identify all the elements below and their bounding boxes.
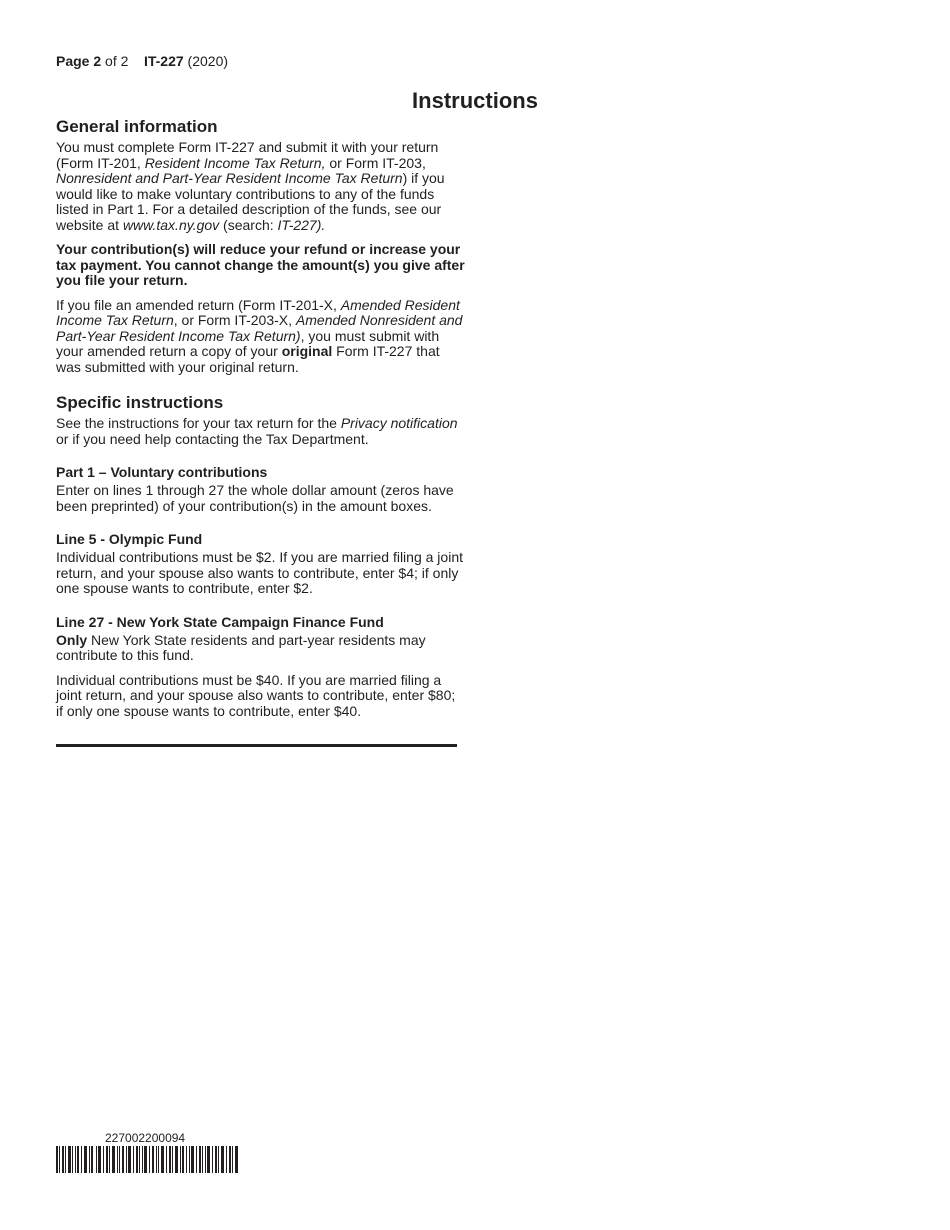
part1-heading: Part 1 – Voluntary contributions: [56, 464, 268, 480]
text-run: If you file an amended return (Form IT-201-X,: [56, 296, 341, 313]
instructions-column: [56, 117, 466, 728]
text-run: ) if you would like to make voluntary contributions to any of the funds listed in Part 1. For a detailed description of the funds, see our website at: [56, 170, 445, 233]
text-run: or Form IT-203,: [325, 154, 426, 171]
specific-instructions-heading: Specific instructions: [56, 393, 224, 412]
line5-heading: Line 5 - Olympic Fund: [56, 531, 203, 547]
part1-text: Enter on lines 1 through 27 the whole dollar amount (zeros have been preprinted) of your contribution(s) in the amount boxes.: [56, 482, 454, 514]
text-run: , or Form IT-203-X,: [173, 312, 296, 328]
text-run-bold: Only: [56, 631, 88, 648]
website-link[interactable]: www.tax.ny.gov: [122, 216, 220, 233]
text-run: You must complete Form IT-227 and submit it with your return (Form IT-201,: [56, 139, 439, 171]
text-run-italic: Resident Income Tax Return,: [144, 154, 326, 171]
text-run-italic: Privacy notification: [340, 415, 458, 431]
line5-text: Individual contributions must be $2. If you are married filing a joint return, and your spouse also wants to contribute, enter $4; if only one spouse wants to contribute, enter $2.: [56, 549, 463, 596]
text-run-italic: IT-227).: [277, 216, 326, 233]
text-run: (search:: [219, 216, 278, 233]
page-header: [56, 53, 228, 69]
general-paragraph-1: [56, 140, 466, 233]
form-year: (2020): [187, 53, 229, 69]
general-paragraph-3: [56, 298, 466, 376]
text-run-bold: original: [281, 343, 333, 359]
form-number: IT-227: [143, 53, 184, 69]
barcode-icon: [56, 1146, 238, 1173]
text-run-italic: Amended Resident Income Tax Return: [56, 296, 460, 328]
line27-heading: Line 27 - New York State Campaign Finance Fund: [56, 613, 384, 630]
text-run: See the instructions for your tax return for the: [56, 415, 341, 431]
general-paragraph-2: [56, 242, 466, 289]
text-run: Form IT-227 that was submitted with your original return.: [56, 343, 440, 375]
text-run-italic: Amended Nonresident and Part-Year Resident Income Tax Return): [56, 312, 463, 344]
specific-paragraph-1: [56, 416, 466, 447]
line27-paragraph-1: [56, 633, 466, 664]
section-divider: [56, 744, 457, 747]
page-label: Page 2: [56, 53, 102, 69]
text-run-italic: Nonresident and Part-Year Resident Income Tax Return: [56, 170, 403, 186]
page-title: [0, 88, 950, 114]
text-run: New York State residents and part-year residents may contribute to this fund.: [56, 631, 426, 663]
general-information-heading: General information: [56, 117, 218, 136]
text-run: , you must submit with your amended return a copy of your: [56, 327, 440, 359]
text-run: or if you need help contacting the Tax Department.: [56, 430, 369, 447]
barcode-number: 227002200094: [105, 1131, 186, 1145]
page-of: of 2: [105, 53, 129, 69]
contribution-warning: Your contribution(s) will reduce your refund or increase your tax payment. You cannot change the amount(s) you give after you file your return.: [56, 241, 465, 288]
page-title-text: Instructions: [412, 88, 538, 113]
line27-paragraph-2: Individual contributions must be $40. If you are married filing a joint return, and your spouse also wants to contribute, enter $80; if only one spouse wants to contribute, enter $40.: [56, 671, 456, 719]
